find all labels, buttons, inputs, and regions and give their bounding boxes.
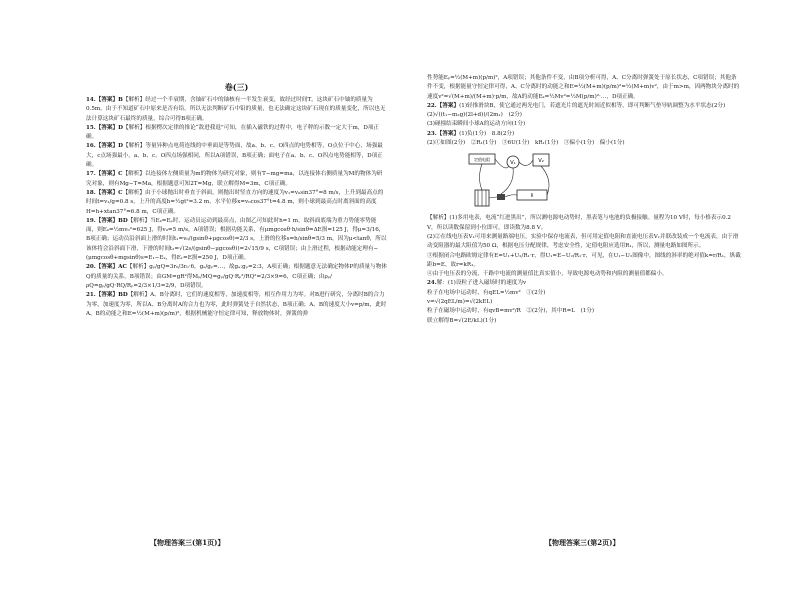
answer-item	[427, 102, 742, 111]
answer-explanation: 性势能Eₚ=½(M+m)(p/m)²，A项错误；其他条件不变，由B项分析可得，A、C分离时弹簧处于原长状态，C项错误；其他条件不变，根据能量守恒定律可得，A、C分离时的动能之和E=½(M+m)(p/m)²=½(M+m)v²，由于m>m，因两物块分离时的速度v²=√(M+m)/(M+m)·p/m，故A的动能Eₖ=½Mv²=½M(p/m)²·…，D项正确。	[427, 75, 740, 100]
answer-item	[86, 170, 387, 189]
answer-explanation: ④由于电压表的分流，干路中电流的测量值比真实值小，导致电源电动势和内阻的测量值都偏小。	[427, 271, 668, 278]
answer-explanation: 联立解得B=√(2E/kL)(1分)	[427, 317, 497, 324]
answer-key: 21.【答案】BD	[86, 292, 128, 299]
answer-explanation: 【解析】gₚ/gQ=3r₀/3r₀·6，gₐ/gₚ=…，故gₐ:gₚ=2:3，A项正确；根据题意无法确定物体P的质量与物体Q的质量的关系，B项错误；由GM=gR²得Mₚ/MQ=gₚ/gQ·Rₚ²/RQ²=2/3×9=6，C项正确；由ρₚ/ρQ=gₚ/gQ·RQ/Rₚ=2/3×1/3=2/9，D项错误。	[86, 264, 387, 289]
answer-explanation: 粒子在磁场中运动时，有qvB=mv²/R ②(2分)，其中R=L (1分)	[427, 308, 595, 315]
answer-list-continued	[427, 214, 742, 326]
answer-explanation: (1)负(1分) 8.8(2分)	[459, 130, 515, 137]
rheostat-label: R	[530, 193, 534, 199]
answer-explanation: 【解析】A、B分离时，它们的速度相等，加速度相等，相互作用力为零。对B进行研究，分离时B的合力为零，加速度为零，所以A、B分离时A的合力也为零，此时弹簧处于自然状态，B项正确；A、B的速度大小v=p/m，此时A、B的动能之和E=½(M+m)(p/m)²，根据机械能守恒定律可知，释放物体时，弹簧的弹	[86, 292, 387, 317]
voltmeter-2-label: V₂	[538, 158, 544, 165]
answer-item	[86, 142, 387, 170]
answer-key: 22.【答案】	[427, 102, 460, 109]
resistor-label: 定值电阻	[474, 157, 490, 163]
answer-key: 15.【答案】D	[86, 124, 123, 131]
page-footer: 【物理答案三(第1页)】	[150, 538, 225, 547]
answer-explanation: (1)轻推滑块B，使它通过两光电门，若遮光片的遮光时间近似相等，即可判断气垫导轨调整为水平状态(2分)	[459, 102, 726, 109]
answer-item	[427, 139, 742, 148]
answer-item	[86, 217, 387, 263]
answer-key: 14.【答案】B	[86, 97, 123, 103]
answer-explanation: 【解析】以连接体左侧质量为m的物体为研究对象，则有T−mg=ma，以连接体右侧质量为M的物体为研究对象，则有Mg−T=Ma，根据题意可知2T=Mg，联立解得M=3m，C项正确。	[86, 171, 383, 187]
answer-item	[427, 270, 742, 279]
answer-explanation: ③根据闭合电路欧姆定律有E=U₁+U₂/R₁·r，得U₁=E−U₂/R₁·r，可见，在U₁−U₂图像中，图线的斜率的绝对值k=r/R₁，纵截距b=E，故r=kR₁。	[427, 252, 741, 268]
answer-item	[427, 214, 742, 233]
answer-item	[427, 298, 742, 307]
answer-list	[86, 96, 387, 319]
answer-key: 23.【答案】	[427, 130, 460, 137]
answer-explanation: (2)①如图(2分) ②R₁(1分) ③6U(1分) kR₁(1分) ③偏小(1分) 偏小(1分)	[427, 140, 625, 147]
answer-item	[427, 233, 742, 252]
answer-list	[427, 74, 742, 148]
answer-explanation: 解：(1)设粒子进入磁场时的速度为v	[436, 280, 527, 287]
answer-item	[427, 289, 742, 298]
answer-item	[427, 279, 742, 288]
answer-explanation: 【解析】由于小球抛出时垂直于斜面，则抛出时竖直方向的速度为v₁=v₀sin37°=8 m/s，上升到最高点的时间t=v₁/g=0.8 s，上升的高度h=½gt²=3.2 m，水平位移x=v₀cos37°t=4.8 m，则小球到最高点时离斜面的高度H=h+xtan37°=6.8 m，C项正确。	[86, 189, 384, 215]
voltmeter-1-label: V₁	[510, 160, 516, 167]
circuit-diagram	[467, 150, 553, 212]
answer-explanation: 【解析】经过一个半衰期，含铀矿石中的铀核有一半发生衰变，故经过时间T，这块矿石中铀的质量为0.5m。由于不知道矿石中原来是否有铅，所以无法判断矿石中铅的质量，也无法确定这块矿石现在的质量变化，所以也无法计算这块矿石最终的质量，综合可得B项正确。	[86, 97, 386, 122]
answer-explanation: v=√(2qEL/m)=√(2kEL)	[427, 299, 493, 306]
answer-key: 19.【答案】BD	[86, 217, 128, 224]
answer-item	[427, 74, 742, 102]
answer-key: 24.	[427, 280, 437, 287]
answer-explanation: (2)②在线电压表V₁可用来测量路端电压，实验中保存电流表，但可用定值电阻和直流电压表V₁并联改装成一个电流表，由于滑动变阻器的最大阻值为50 Ω，根据电压分配规律，考虑安全性，定值电阻应选用R₁，所以，测量电路如图所示。	[427, 233, 739, 250]
answer-item	[86, 189, 387, 217]
answer-key: 16.【答案】D	[86, 143, 123, 150]
page-heading: 卷(三)	[224, 82, 249, 92]
answer-key: 20.【答案】AC	[86, 264, 127, 271]
switch-shape	[497, 194, 505, 200]
answer-key: 18.【答案】C	[86, 189, 123, 196]
answer-item	[427, 317, 742, 326]
answer-explanation: 【解析】(1)多用电表，电流“红进黑出”，所以测电源电动势时，黑表笔与电池的负极接触。量程为10 V时，每小格表示0.2 V，所以读数保留到小位即可，即读数为8.8 V。	[427, 215, 731, 231]
answer-item	[427, 120, 742, 129]
answer-page-2	[397, 0, 794, 594]
page-footer: 【物理答案三(第2页)】	[545, 538, 620, 547]
answer-item	[86, 263, 387, 291]
answer-item	[86, 96, 387, 124]
answer-item	[86, 124, 387, 143]
answer-key: 17.【答案】C	[86, 171, 123, 178]
answer-item	[427, 307, 742, 316]
answer-item	[86, 291, 387, 319]
answer-explanation: 【解析】当Eₖ=Eₚ时，运动员运动到最高点，由图乙可知此时h=1 m。取斜面底端为重力势能零势能面，则Eₖ=½mv₀²=625 J，得v₀=5 m/s，A项错误；根据功能关系，有μmgcosθ·h/sinθ=ΔE损=125 J，得μ=3/16，B项正确；运动员沿斜面上滑的时间t₁=v₀/(gsinθ+μgcosθ)=2/3 s，上滑的位移s=h/sinθ=5/3 m，因为μ<tanθ，所以该体将会沿斜面下滑，下滑的时间t₂=√(2s/(gsinθ−μgcosθ))=2√15/9 s，C项错误；由上滑过程，根据动能定理有−(μmgcosθ+mgsinθ)s=E₁−Eₖ，得E₁=E损=250 J，D项正确。	[86, 217, 387, 262]
answer-explanation: (2)√((t₁−m₂g)(2l+d))/(2m₁) (2分)	[427, 112, 522, 119]
answer-explanation: 【解析】根据楞次定律的推论“敌进我退”可知，在插入磁铁的过程中，电子秤的示数一定大于m，D项正确。	[86, 124, 380, 141]
answer-item	[427, 111, 742, 120]
answer-explanation: 【解析】等量异种点电荷连线的中垂面是等势面，故a、b、c、O四点的电势相等，O点位于中心，场强最大，c点场强最小，a、b、c、O四点场强相同，所以A项错误，B项正确；面电子在a、b、c、O四点电势能相等，D项正确。	[86, 143, 383, 169]
answer-item	[427, 252, 742, 271]
answer-explanation: (3)碰撞结束瞬间小球A的运动方向(1分)	[427, 121, 526, 128]
answer-explanation: 粒子在电场中运动时，有qEL=½mv² ①(2分)	[427, 289, 546, 296]
answer-item	[427, 130, 742, 139]
